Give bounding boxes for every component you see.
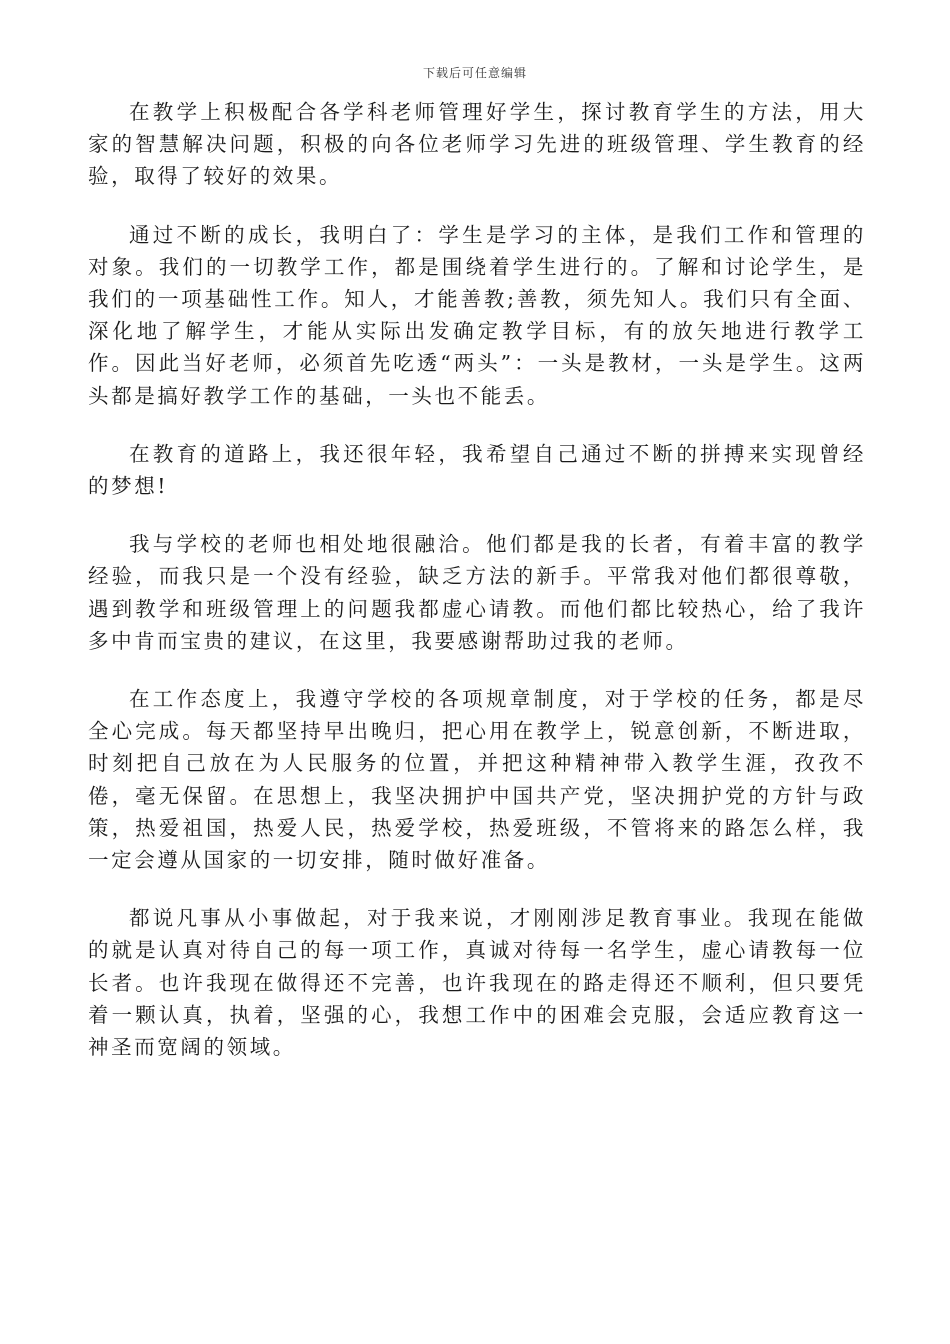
paragraph: 都说凡事从小事做起，对于我来说，才刚刚涉足教育事业。我现在能做的就是认真对待自己的每一项工作，真诚对待每一名学生，虚心请教每一位长者。也许我现在做得还不完善，也许我现在的路走得还不顺利，但只要凭着一颗认真，执着，坚强的心，我想工作中的困难会克服，会适应教育这一神圣而宽阔的领域。 [88, 906, 866, 1060]
document-body [88, 90, 866, 1073]
paragraph: 在教学上积极配合各学科老师管理好学生，探讨教育学生的方法，用大家的智慧解决问题，积极的向各位老师学习先进的班级管理、学生教育的经验，取得了较好的效果。 [88, 100, 866, 189]
page-header: 下载后可任意编辑 [422, 66, 527, 80]
paragraph: 通过不断的成长，我明白了：学生是学习的主体，是我们工作和管理的对象。我们的一切教学工作，都是围绕着学生进行的。了解和讨论学生，是我们的一项基础性工作。知人，才能善教;善教，须先知人。我们只有全面、深化地了解学生，才能从实际出发确定教学目标，有的放矢地进行教学工作。因此当好老师，必须首先吃透“两头”：一头是教材，一头是学生。这两头都是搞好教学工作的基础，一头也不能丢。 [88, 222, 866, 408]
paragraph: 我与学校的老师也相处地很融洽。他们都是我的长者，有着丰富的教学经验，而我只是一个没有经验，缺乏方法的新手。平常我对他们都很尊敬，遇到教学和班级管理上的问题我都虚心请教。而他们都比较热心，给了我许多中肯而宝贵的建议，在这里，我要感谢帮助过我的老师。 [88, 532, 866, 653]
paragraph: 在工作态度上，我遵守学校的各项规章制度，对于学校的任务，都是尽全心完成。每天都坚持早出晚归，把心用在教学上，锐意创新，不断进取，时刻把自己放在为人民服务的位置，并把这种精神带入教学生涯，孜孜不倦，毫无保留。在思想上，我坚决拥护中国共产党，坚决拥护党的方针与政策，热爱祖国，热爱人民，热爱学校，热爱班级，不管将来的路怎么样，我一定会遵从国家的一切安排，随时做好准备。 [88, 687, 866, 873]
paragraph: 在教育的道路上，我还很年轻，我希望自己通过不断的拼搏来实现曾经的梦想! [88, 441, 866, 499]
